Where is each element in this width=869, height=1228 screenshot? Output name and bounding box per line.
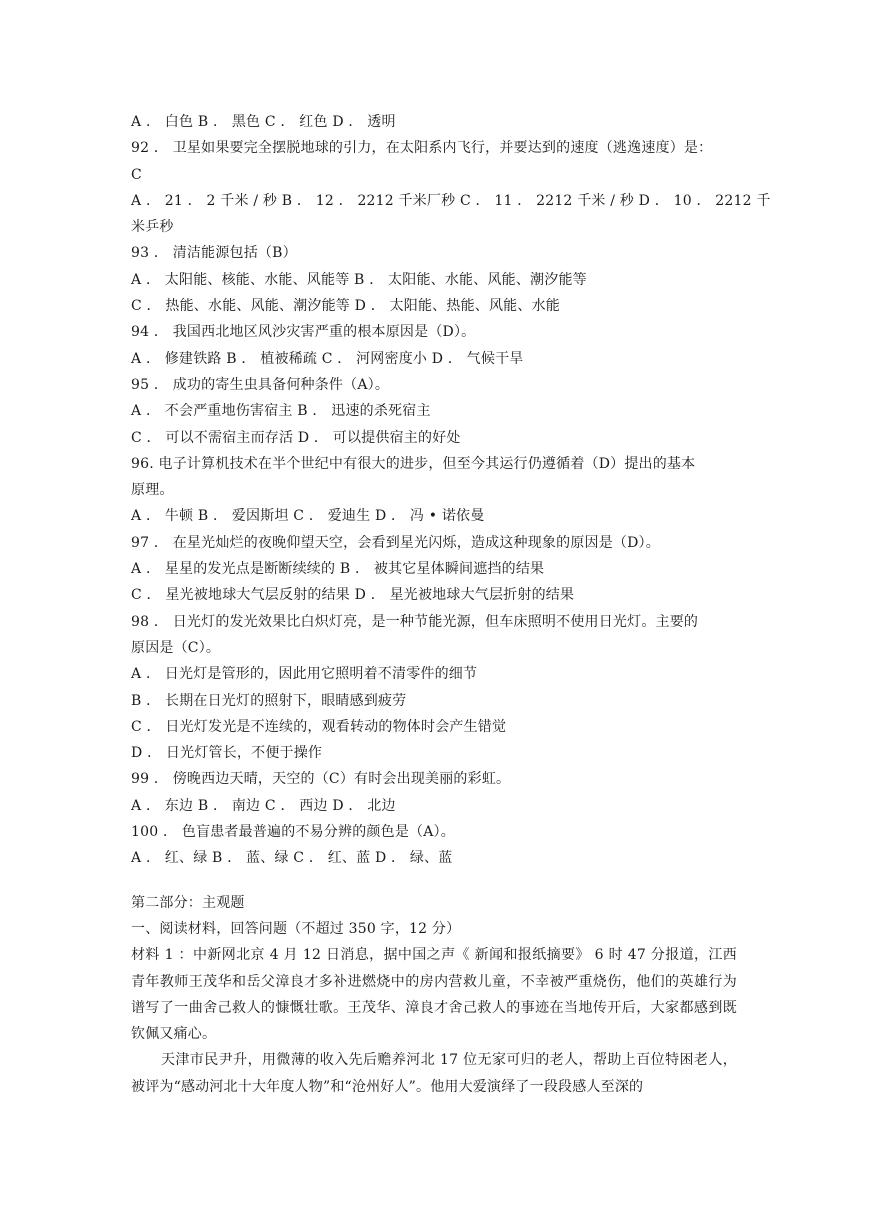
question-line: 93 ． 清洁能源包括（B）: [131, 245, 297, 262]
question-line: A ． 21 ． 2 千米 / 秒 B ． 12 ． 2212 千米厂秒 C ． 11 ． 2212 千米 / 秒 D ． 10 ． 2212 千: [131, 192, 771, 209]
question-line: A ． 修建铁路 B ． 植被稀疏 C ． 河网密度小 D ． 气候干旱: [131, 350, 524, 367]
question-line: C ． 星光被地球大气层反射的结果 D ． 星光被地球大气层折射的结果: [131, 587, 575, 604]
question-line: D ． 日光灯管长，不便于操作: [131, 745, 323, 762]
material1-paragraph: 材料 1 ：中新网北京 4 月 12 日消息，据中国之声《 新闻和报纸摘要》 6 时 47 分报道，江西青年教师王茂华和岳父漳良才多补进燃烧中的房内营救儿童，不幸被严重烧伤，他们的英雄行为谱写了一曲舍己救人的慷慨壮歌。王茂华、漳良才舍己救人的事迹在当地传开后，大家都感到既钦佩又痛心。: [131, 947, 737, 1043]
question-line: 94 ． 我国西北地区风沙灾害严重的根本原因是（D）。: [131, 324, 476, 341]
section-gap: [131, 872, 737, 890]
question-line: 95 ． 成功的寄生虫具备何种条件（A）。: [131, 376, 390, 393]
question-line: 97 ． 在星光灿烂的夜晚仰望天空，会看到星光闪烁，造成这种现象的原因是（D）。: [131, 534, 660, 551]
question-line: C: [131, 166, 142, 183]
question-line: B ． 长期在日光灯的照射下，眼睛感到疲劳: [131, 692, 407, 709]
question-line: A ． 白色 B ． 黑色 C ． 红色 D ． 透明: [131, 114, 396, 130]
question-line: A ． 星星的发光点是断断续续的 B ． 被其它星体瞬间遮挡的结果: [131, 561, 545, 578]
question-line: A ． 红、绿 B ． 蓝、绿 C ． 红、蓝 D ． 绿、蓝: [131, 850, 453, 867]
question-line: 100 ． 色盲患者最普遍的不易分辨的颜色是（A）。: [131, 824, 455, 841]
question-line: C ． 可以不需宿主而存活 D ． 可以提供宿主的好处: [131, 429, 461, 446]
document-page: [131, 109, 771, 1100]
question-line: 原因是（C）。: [131, 639, 221, 656]
material1-paragraph-2: 天津市民尹升，用微薄的收入先后赡养河北 17 位无家可归的老人，帮助上百位特困老人，被评为“感动河北十大年度人物”和“沧州好人”。他用大爱演绎了一段段感人至深的: [131, 1052, 737, 1095]
question-line: A ． 不会严重地伤害宿主 B ． 迅速的杀死宿主: [131, 403, 431, 420]
question-list: [131, 109, 771, 872]
question-line: A ． 日光灯是管形的，因此用它照明着不清零件的细节: [131, 666, 478, 683]
question-line: A ． 太阳能、核能、水能、风能等 B ． 太阳能、水能、风能、潮汐能等: [131, 271, 587, 288]
question-line: A ． 东边 B ． 南边 C ． 西边 D ． 北边: [131, 797, 396, 814]
question-line: 米乒秒: [131, 219, 174, 236]
question-line: A ． 牛顿 B ． 爱因斯坦 C ． 爱迪生 D ． 冯 • 诺依曼: [131, 508, 485, 525]
question-line: C ． 热能、水能、风能、潮汐能等 D ． 太阳能、热能、风能、水能: [131, 298, 560, 315]
question-line: 96. 电子计算机技术在半个世纪中有很大的进步，但至今其运行仍遵循着（D）提出的基本: [131, 455, 696, 472]
section1-heading: 一、阅读材料，回答问题（不超过 350 字，12 分）: [131, 920, 461, 937]
question-line: 原理。: [131, 482, 174, 499]
question-line: 92 ． 卫星如果要完全摆脱地球的引力，在太阳系内飞行，并要达到的速度（逃逸速度）是：: [131, 140, 713, 157]
question-line: C ． 日光灯发光是不连续的，观看转动的物体时会产生错觉: [131, 718, 507, 735]
question-line: 98 ． 日光灯的发光效果比白炽灯亮，是一种节能光源，但车床照明不使用日光灯。主要的: [131, 613, 699, 630]
part2-heading: 第二部分：主观题: [131, 894, 245, 911]
question-line: 99 ． 傍晚西边天晴，天空的（C）有时会出现美丽的彩虹。: [131, 771, 511, 788]
